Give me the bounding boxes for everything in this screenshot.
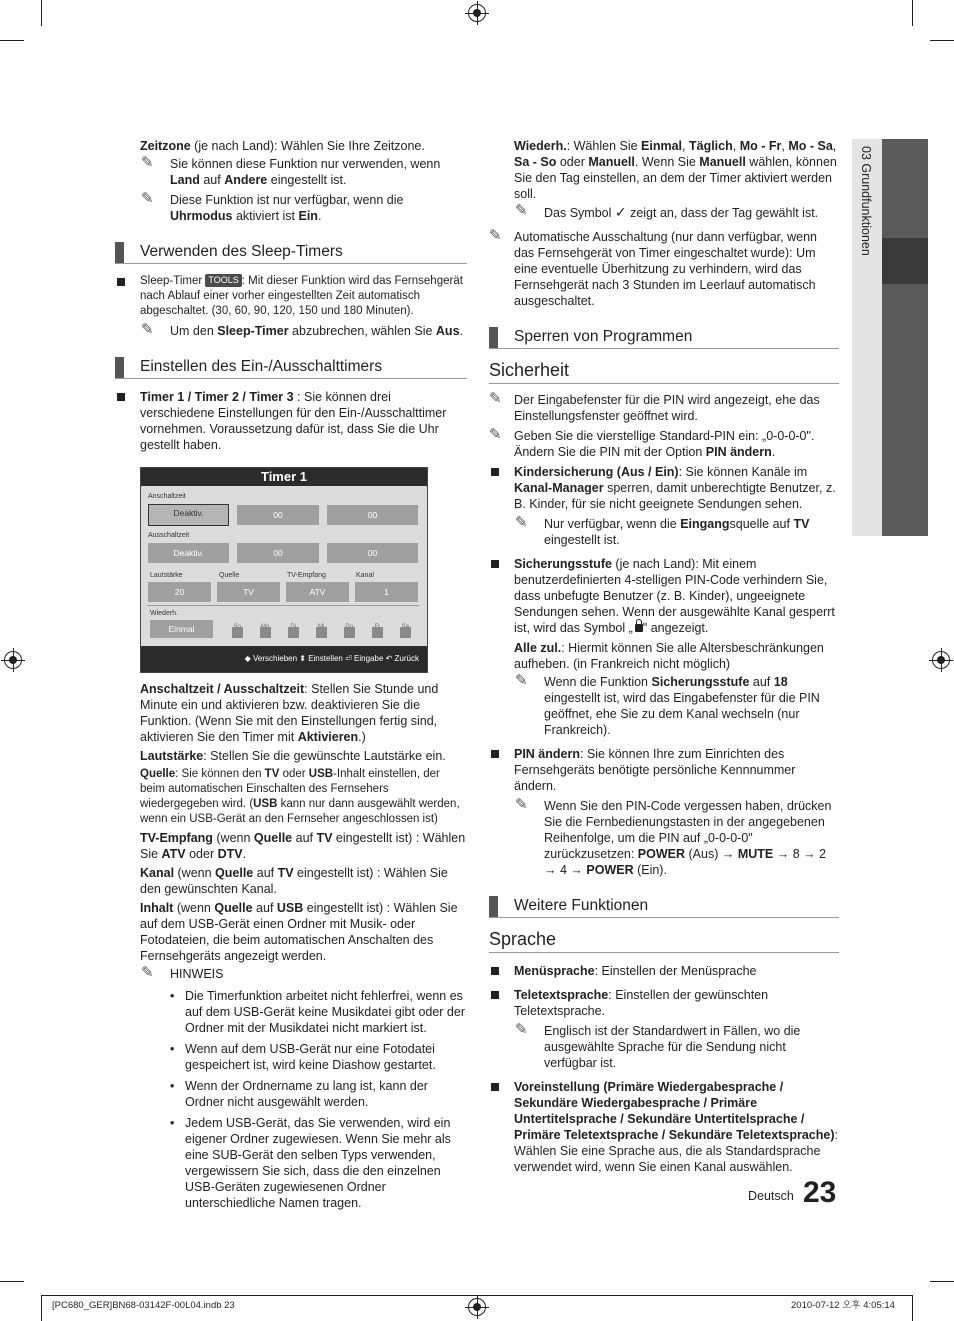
field-anschaltzeit-mode[interactable]: Deaktiv.: [148, 504, 229, 526]
timer-screen-title: Timer 1: [141, 468, 427, 486]
paragraph-anschaltzeit: Anschaltzeit / Ausschaltzeit: Stellen Sie Stunde und Minute ein und aktivieren bzw. deaktivieren Sie die Funktion. (Wenn Sie mit den Einstellungen fertig sind, aktivieren Sie den Timer mit Aktivieren.): [140, 682, 439, 744]
registration-mark-icon: [468, 4, 486, 22]
field-wiederh[interactable]: Einmal: [150, 620, 213, 638]
registration-mark-icon: [932, 651, 950, 669]
paragraph-alle-zul: Alle zul.: Hiermit können Sie alle Altersbeschränkungen aufheben. (in Frankreich nicht möglich): [514, 641, 824, 671]
section-heading-sperren: Sperren von Programmen: [489, 327, 839, 349]
crop-mark: [0, 40, 24, 41]
note-hinweis: ✎ HINWEIS: [141, 964, 224, 981]
label-ausschaltzeit: Ausschaltzeit: [148, 532, 190, 539]
tools-button-icon: TOOLS: [205, 274, 241, 287]
pencil-note-icon: ✎: [489, 390, 502, 407]
zeitzone-paragraph: Zeitzone (je nach Land): Wählen Sie Ihre Zeitzone.: [140, 139, 425, 153]
note: ✎ Der Eingabefenster für die PIN wird angezeigt, ehe das Einstellungsfenster geöffnet wird.: [489, 390, 820, 423]
note: ✎ Wenn Sie den PIN-Code vergessen haben, drücken Sie die Fernbedienungstasten in der angegebenen Reihenfolge, um die PIN auf „0-0-0-0" zurückzusetzen: POWER (Aus) → MUTE → 8 → 2 → 4 → POWER (Ein).: [515, 796, 832, 877]
list-item-sleep-timer: Sleep-Timer TOOLS : Mit dieser Funktion wird das Fernsehgerät nach Ablauf einer vorher eingestellten Zeit automatisch abgeschaltet. (30, 60, 90, 120, 150 und 180 Minuten).: [115, 274, 467, 319]
note: ✎ Geben Sie die vierstellige Standard-PIN ein: „0-0-0-0". Ändern Sie die PIN mit der Option PIN ändern.: [489, 426, 815, 459]
pencil-note-icon: ✎: [515, 672, 528, 689]
list-item: • Jedem USB-Gerät, das Sie verwenden, wird ein eigener Ordner zugewiesen. Wenn Sie mehr als eine SUB-Gerät den selben Typs verwenden, vergewissern Sie sich, dass die den einzelnen USB-Geräten zugewiesenen Ordner unterschiedliche Namen tragen.: [115, 1115, 467, 1211]
list-item-kindersicherung: Kindersicherung (Aus / Ein): Sie können Kanäle im Kanal-Manager sperren, damit unberechtigte Benutzer, z. B. Kinder, für sie nicht geeignete Sendungen sehen.: [489, 464, 839, 512]
pencil-note-icon: ✎: [141, 321, 154, 338]
pencil-note-icon: ✎: [141, 964, 154, 981]
day-checkbox[interactable]: [232, 627, 243, 638]
label-anschaltzeit: Anschaltzeit: [148, 493, 186, 500]
pencil-note-icon: ✎: [141, 190, 154, 207]
field-ausschaltzeit-minute[interactable]: 00: [327, 543, 418, 563]
paragraph-lautstaerke: Lautstärke: Stellen Sie die gewünschte Lautstärke ein.: [140, 749, 446, 763]
left-column: [115, 138, 467, 1216]
note: ✎ Um den Sleep-Timer abzubrechen, wählen Sie Aus.: [141, 321, 464, 338]
main-heading-sprache: Sprache: [489, 928, 839, 953]
day-checkbox[interactable]: [260, 627, 271, 638]
crop-mark: [0, 1281, 24, 1282]
print-file-info: [PC680_GER]BN68-03142F-00L04.indb 23: [52, 1300, 235, 1311]
day-checkbox[interactable]: [400, 627, 411, 638]
label-kanal: Kanal: [356, 572, 374, 579]
list-item-pin-aendern: PIN ändern: Sie können Ihre zum Einrichten des Fernsehgeräts benötigte persönliche Kennnummer ändern.: [489, 746, 839, 794]
right-column: [489, 138, 839, 1179]
pencil-note-icon: ✎: [515, 1021, 528, 1038]
registration-mark-icon: [4, 651, 22, 669]
section-heading-weitere: Weitere Funktionen: [489, 896, 839, 918]
field-quelle[interactable]: TV: [217, 582, 280, 602]
list-item: • Wenn auf dem USB-Gerät nur eine Fotodatei gespeichert ist, wird keine Diashow gestartet.: [115, 1041, 467, 1073]
list-item-voreinstellung: Voreinstellung (Primäre Wiedergabesprache / Sekundäre Wiedergabesprache / Primäre Untertitelsprache / Sekundäre Untertitelsprache / Primäre Teletextsprache / Sekundäre Teletextsprache): Wählen Sie eine Sprache aus, die als Standardsprache verwendet wird, wenn Sie einen Kanal auswählen.: [489, 1079, 839, 1175]
divider: [147, 605, 419, 606]
list-item-timer: Timer 1 / Timer 2 / Timer 3 : Sie können drei verschiedene Einstellungen für den Ein-/Ausschalttimer vornehmen. Voraussetzung dafür ist, dass Sie die Uhr gestellt haben.: [115, 389, 467, 453]
crop-mark: [912, 0, 913, 26]
label-lautstaerke: Lautstärke: [150, 572, 183, 579]
note: ✎ Diese Funktion ist nur verfügbar, wenn die Uhrmodus aktiviert ist Ein.: [141, 190, 404, 223]
day-checkbox[interactable]: [372, 627, 383, 638]
paragraph-tv-empfang: TV-Empfang (wenn Quelle auf TV eingestellt ist) : Wählen Sie ATV oder DTV.: [140, 831, 466, 861]
day-checkbox[interactable]: [316, 627, 327, 638]
list-item-teletextsprache: Teletextsprache: Einstellen der gewünschten Teletextsprache.: [489, 987, 839, 1019]
note: ✎ Nur verfügbar, wenn die Eingangsquelle auf TV eingestellt ist.: [515, 514, 810, 547]
list-item-menuesprache: Menüsprache: Einstellen der Menüsprache: [489, 963, 839, 979]
field-anschaltzeit-hour[interactable]: 00: [237, 505, 319, 525]
list-item: • Wenn der Ordnername zu lang ist, kann der Ordner nicht ausgewählt werden.: [115, 1078, 467, 1110]
field-kanal[interactable]: 1: [355, 582, 418, 602]
pencil-note-icon: ✎: [141, 154, 154, 171]
lock-icon: [635, 624, 643, 632]
paragraph-quelle: Quelle: Sie können den TV oder USB-Inhalt einstellen, der beim automatischen Einschalten des Fernsehers wiedergegeben wird. (USB kann nur dann ausgewählt werden, wenn ein USB-Gerät an den Fernseher angeschlossen ist): [140, 768, 460, 825]
note: ✎ Englisch ist der Standardwert in Fällen, wo die ausgewählte Sprache für die Sendung nicht verfügbar ist.: [515, 1021, 801, 1070]
chapter-tab-label: 03 Grundfunktionen: [859, 146, 873, 256]
timer-screen-footer: ◆ Verschieben ⬍ Einstellen ⏎ Eingabe ↶ Zurück: [141, 646, 427, 672]
field-lautstaerke[interactable]: 20: [148, 582, 211, 602]
paragraph-wiederh: Wiederh.: Wählen Sie Einmal, Täglich, Mo - Fr, Mo - Sa, Sa - So oder Manuell. Wenn Sie Manuell wählen, können Sie den Tag einstellen, an dem der Timer aktiviert werden soll.: [514, 139, 837, 201]
day-checkbox[interactable]: [344, 627, 355, 638]
crop-mark: [41, 0, 42, 26]
note: ✎ Wenn die Funktion Sicherungsstufe auf 18 eingestellt ist, wird das Eingabefenster für die PIN geöffnet, ehe Sie zu dem Kanal wechseln (nur Frankreich).: [515, 672, 820, 737]
field-tv-empfang[interactable]: ATV: [286, 582, 349, 602]
field-ausschaltzeit-hour[interactable]: 00: [237, 543, 319, 563]
label-tv-empfang: TV-Empfang: [287, 572, 326, 579]
side-tab-block: [882, 284, 928, 536]
section-heading-timer: Einstellen des Ein-/Ausschalttimers: [115, 357, 467, 379]
note-auto-ausschaltung: ✎ Automatische Ausschaltung (nur dann verfügbar, wenn das Fernsehgerät von Timer eingeschaltet wurde): Um eine eventuelle Überhitzung zu verhindern, wird das Fernsehgerät nach 3 Stunden im Leerlauf automatisch ausgeschaltet.: [489, 227, 817, 308]
day-checkbox[interactable]: [288, 627, 299, 638]
registration-mark-icon: [468, 1298, 486, 1316]
pencil-note-icon: ✎: [489, 426, 502, 443]
note: ✎ Das Symbol ✓ zeigt an, dass der Tag gewählt ist.: [515, 202, 819, 220]
page-language: Deutsch: [748, 1189, 794, 1203]
pencil-note-icon: ✎: [515, 796, 528, 813]
section-heading-sleep-timer: Verwenden des Sleep-Timers: [115, 242, 467, 264]
crop-mark: [912, 1295, 913, 1321]
main-heading-sicherheit: Sicherheit: [489, 359, 839, 384]
timer-screen-illustration: [140, 467, 428, 673]
side-tab-active-block: [882, 238, 928, 284]
paragraph-kanal: Kanal (wenn Quelle auf TV eingestellt ist) : Wählen Sie den gewünschten Kanal.: [140, 866, 448, 896]
note: ✎ Sie können diese Funktion nur verwenden, wenn Land auf Andere eingestellt ist.: [141, 154, 441, 187]
paragraph-inhalt: Inhalt (wenn Quelle auf USB eingestellt ist) : Wählen Sie auf dem USB-Gerät einen Ordner mit Musik- oder Fotodateien, die beim automatischen Anschalten des Fernsehgeräts angezeigt werden.: [140, 901, 458, 963]
list-item: • Die Timerfunktion arbeitet nicht fehlerfrei, wenn es auf dem USB-Gerät keine Musikdatei gibt oder der Ordner mit der Musikdatei nicht markiert ist.: [115, 988, 467, 1036]
crop-mark: [41, 1295, 42, 1321]
checkmark-icon: ✓: [614, 204, 627, 220]
print-timestamp: 2010-07-12 오후 4:05:14: [791, 1300, 895, 1311]
list-item-sicherungsstufe: Sicherungsstufe (je nach Land): Mit einem benutzerdefinierten 4-stelligen PIN-Code verhindern Sie, dass unbefugte Benutzer (z. B. Kinder), ungeeignete Sendungen sehen. Wenn der ausgewählte Kanal gesperrt ist, wird das Symbol „ " angezeigt.: [489, 556, 839, 636]
page-number: 23: [803, 1176, 837, 1209]
field-anschaltzeit-minute[interactable]: 00: [327, 505, 418, 525]
side-tab-block: [882, 139, 928, 238]
crop-mark: [930, 40, 954, 41]
field-ausschaltzeit-mode[interactable]: Deaktiv.: [148, 543, 229, 563]
pencil-note-icon: ✎: [515, 202, 528, 219]
crop-mark: [930, 1281, 954, 1282]
label-wiederh: Wiederh.: [150, 610, 179, 617]
label-quelle: Quelle: [219, 572, 240, 579]
pencil-note-icon: ✎: [489, 227, 502, 244]
pencil-note-icon: ✎: [515, 514, 528, 531]
